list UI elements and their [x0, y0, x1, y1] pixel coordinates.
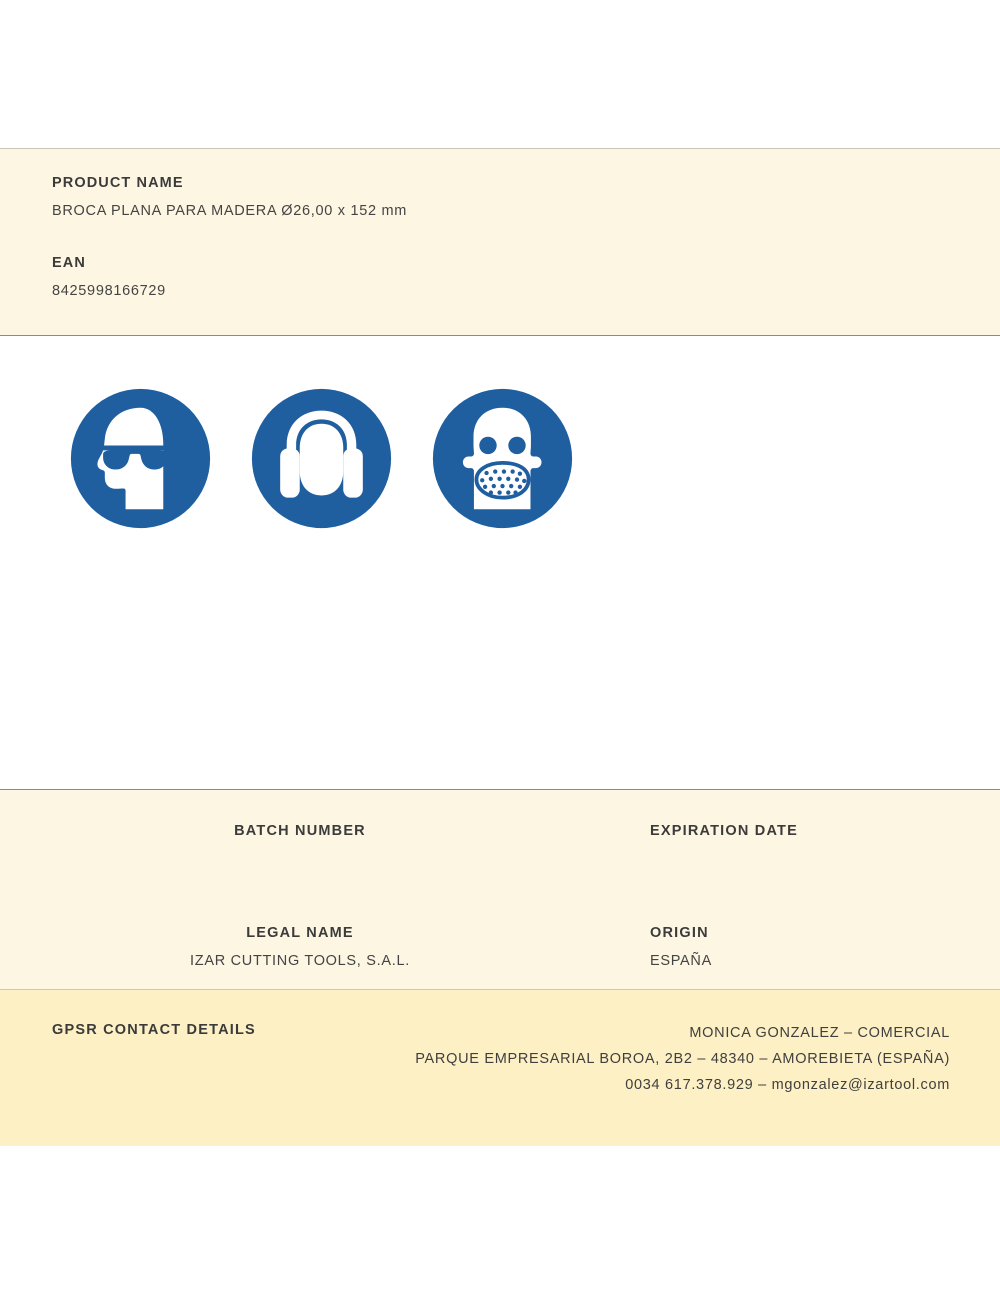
batch-expiration-row — [0, 790, 1000, 867]
expiration-date-label: EXPIRATION DATE — [650, 823, 798, 839]
origin-value: ESPAÑA — [650, 953, 712, 969]
origin-label: ORIGIN — [650, 925, 709, 941]
wear-respiratory-protection-icon — [430, 386, 575, 531]
batch-number-label: BATCH NUMBER — [234, 823, 366, 839]
legal-name-cell — [0, 925, 600, 969]
gpsr-contact-phone-email: 0034 617.378.929 – mgonzalez@izartool.com — [625, 1077, 950, 1093]
ean-label: EAN — [52, 255, 86, 271]
gpsr-contact-band — [0, 990, 1000, 1146]
product-name-block — [52, 175, 1000, 219]
product-name-label: PRODUCT NAME — [52, 175, 184, 191]
ean-block — [52, 255, 1000, 299]
batch-number-value — [0, 851, 600, 867]
gpsr-contact-person: MONICA GONZALEZ – COMERCIAL — [689, 1025, 950, 1041]
batch-number-cell — [0, 823, 600, 867]
wear-ear-protection-icon — [249, 386, 394, 531]
product-info-band — [0, 148, 1000, 336]
legal-name-value: IZAR CUTTING TOOLS, S.A.L. — [190, 953, 410, 969]
gpsr-contact-label: GPSR CONTACT DETAILS — [52, 1022, 256, 1038]
origin-cell — [600, 925, 1000, 969]
legal-name-label: LEGAL NAME — [246, 925, 354, 941]
safety-pictogram-row — [68, 386, 575, 531]
gpsr-contact-details — [415, 1020, 950, 1098]
expiration-date-value — [650, 851, 1000, 867]
wear-eye-protection-icon — [68, 386, 213, 531]
expiration-date-cell — [600, 823, 1000, 867]
traceability-band — [0, 789, 1000, 990]
legal-origin-row — [0, 867, 1000, 969]
product-name-value: BROCA PLANA PARA MADERA Ø26,00 x 152 mm — [52, 203, 408, 219]
gpsr-contact-address: PARQUE EMPRESARIAL BOROA, 2B2 – 48340 – AMOREBIETA (ESPAÑA) — [415, 1051, 950, 1067]
ean-value: 8425998166729 — [52, 283, 166, 299]
